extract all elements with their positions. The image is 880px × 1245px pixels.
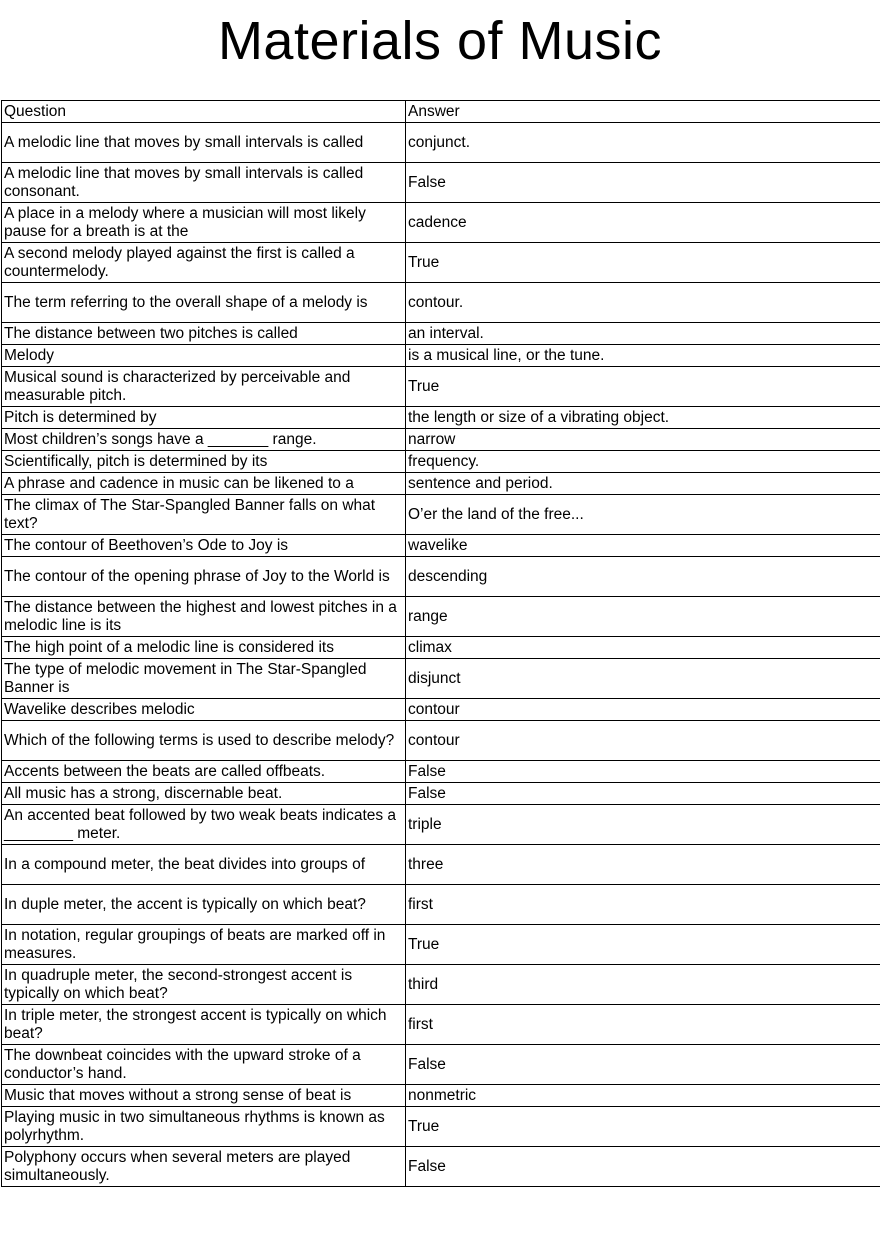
table-row xyxy=(2,243,880,283)
question-cell: In quadruple meter, the second-strongest accent is typically on which beat? xyxy=(2,965,406,1005)
answer-cell: contour xyxy=(406,721,880,761)
table-row xyxy=(2,163,880,203)
question-cell: A melodic line that moves by small intervals is called consonant. xyxy=(2,163,406,203)
table-row xyxy=(2,1107,880,1147)
table-row xyxy=(2,123,880,163)
answer-cell: False xyxy=(406,1045,880,1085)
question-cell: A place in a melody where a musician will most likely pause for a breath is at the xyxy=(2,203,406,243)
table-row xyxy=(2,535,880,557)
question-cell: The contour of the opening phrase of Joy to the World is xyxy=(2,557,406,597)
table-row xyxy=(2,473,880,495)
table-header-row xyxy=(2,101,880,123)
table-row xyxy=(2,429,880,451)
answer-cell: an interval. xyxy=(406,323,880,345)
table-row xyxy=(2,721,880,761)
table-row xyxy=(2,885,880,925)
table-row xyxy=(2,495,880,535)
answer-cell: wavelike xyxy=(406,535,880,557)
question-cell: Polyphony occurs when several meters are played simultaneously. xyxy=(2,1147,406,1187)
question-cell: Most children’s songs have a _______ range. xyxy=(2,429,406,451)
table-row xyxy=(2,345,880,367)
table-row xyxy=(2,805,880,845)
question-cell: The distance between the highest and lowest pitches in a melodic line is its xyxy=(2,597,406,637)
answer-cell: frequency. xyxy=(406,451,880,473)
question-cell: A phrase and cadence in music can be likened to a xyxy=(2,473,406,495)
table-row xyxy=(2,1147,880,1187)
answer-cell: False xyxy=(406,1147,880,1187)
answer-cell: narrow xyxy=(406,429,880,451)
answer-cell: nonmetric xyxy=(406,1085,880,1107)
table-row xyxy=(2,557,880,597)
table-row xyxy=(2,451,880,473)
question-cell: The contour of Beethoven’s Ode to Joy is xyxy=(2,535,406,557)
answer-cell: is a musical line, or the tune. xyxy=(406,345,880,367)
answer-cell: third xyxy=(406,965,880,1005)
answer-cell: True xyxy=(406,1107,880,1147)
table-row xyxy=(2,1045,880,1085)
question-cell: The climax of The Star-Spangled Banner falls on what text? xyxy=(2,495,406,535)
answer-cell: sentence and period. xyxy=(406,473,880,495)
question-cell: The type of melodic movement in The Star-Spangled Banner is xyxy=(2,659,406,699)
answer-cell: first xyxy=(406,1005,880,1045)
answer-cell: range xyxy=(406,597,880,637)
question-cell: Musical sound is characterized by perceivable and measurable pitch. xyxy=(2,367,406,407)
answer-cell: first xyxy=(406,885,880,925)
table-row xyxy=(2,1005,880,1045)
table-row xyxy=(2,407,880,429)
answer-cell: O’er the land of the free... xyxy=(406,495,880,535)
question-cell: In triple meter, the strongest accent is typically on which beat? xyxy=(2,1005,406,1045)
question-cell: Which of the following terms is used to describe melody? xyxy=(2,721,406,761)
question-cell: Wavelike describes melodic xyxy=(2,699,406,721)
answer-cell: descending xyxy=(406,557,880,597)
answer-cell: True xyxy=(406,367,880,407)
question-cell: Playing music in two simultaneous rhythms is known as polyrhythm. xyxy=(2,1107,406,1147)
answer-cell: False xyxy=(406,761,880,783)
answer-cell: contour xyxy=(406,699,880,721)
answer-cell: contour. xyxy=(406,283,880,323)
question-cell: Melody xyxy=(2,345,406,367)
answer-cell: True xyxy=(406,925,880,965)
question-cell: The term referring to the overall shape of a melody is xyxy=(2,283,406,323)
question-cell: An accented beat followed by two weak beats indicates a ________ meter. xyxy=(2,805,406,845)
question-cell: A melodic line that moves by small intervals is called xyxy=(2,123,406,163)
question-cell: In a compound meter, the beat divides into groups of xyxy=(2,845,406,885)
question-cell: A second melody played against the first is called a countermelody. xyxy=(2,243,406,283)
answer-column-header: Answer xyxy=(406,101,880,123)
question-cell: The downbeat coincides with the upward stroke of a conductor’s hand. xyxy=(2,1045,406,1085)
table-row xyxy=(2,283,880,323)
question-cell: Accents between the beats are called offbeats. xyxy=(2,761,406,783)
answer-cell: three xyxy=(406,845,880,885)
table-row xyxy=(2,925,880,965)
question-cell: Scientifically, pitch is determined by its xyxy=(2,451,406,473)
page-title: Materials of Music xyxy=(217,11,663,71)
answer-cell: the length or size of a vibrating object. xyxy=(406,407,880,429)
table-row xyxy=(2,203,880,243)
question-cell: The distance between two pitches is called xyxy=(2,323,406,345)
answer-cell: triple xyxy=(406,805,880,845)
table-row xyxy=(2,637,880,659)
question-cell: In notation, regular groupings of beats are marked off in measures. xyxy=(2,925,406,965)
table-row xyxy=(2,783,880,805)
answer-cell: cadence xyxy=(406,203,880,243)
question-cell: The high point of a melodic line is considered its xyxy=(2,637,406,659)
table-row xyxy=(2,367,880,407)
answer-cell: False xyxy=(406,163,880,203)
question-cell: All music has a strong, discernable beat. xyxy=(2,783,406,805)
qa-table xyxy=(1,100,880,1187)
answer-cell: conjunct. xyxy=(406,123,880,163)
question-cell: In duple meter, the accent is typically on which beat? xyxy=(2,885,406,925)
answer-cell: disjunct xyxy=(406,659,880,699)
table-row xyxy=(2,965,880,1005)
question-column-header: Question xyxy=(2,101,406,123)
table-row xyxy=(2,761,880,783)
table-row xyxy=(2,659,880,699)
qa-table-body xyxy=(2,101,880,1187)
table-row xyxy=(2,1085,880,1107)
answer-cell: climax xyxy=(406,637,880,659)
table-row xyxy=(2,845,880,885)
table-row xyxy=(2,699,880,721)
question-cell: Music that moves without a strong sense of beat is xyxy=(2,1085,406,1107)
table-row xyxy=(2,323,880,345)
question-cell: Pitch is determined by xyxy=(2,407,406,429)
answer-cell: True xyxy=(406,243,880,283)
table-row xyxy=(2,597,880,637)
answer-cell: False xyxy=(406,783,880,805)
